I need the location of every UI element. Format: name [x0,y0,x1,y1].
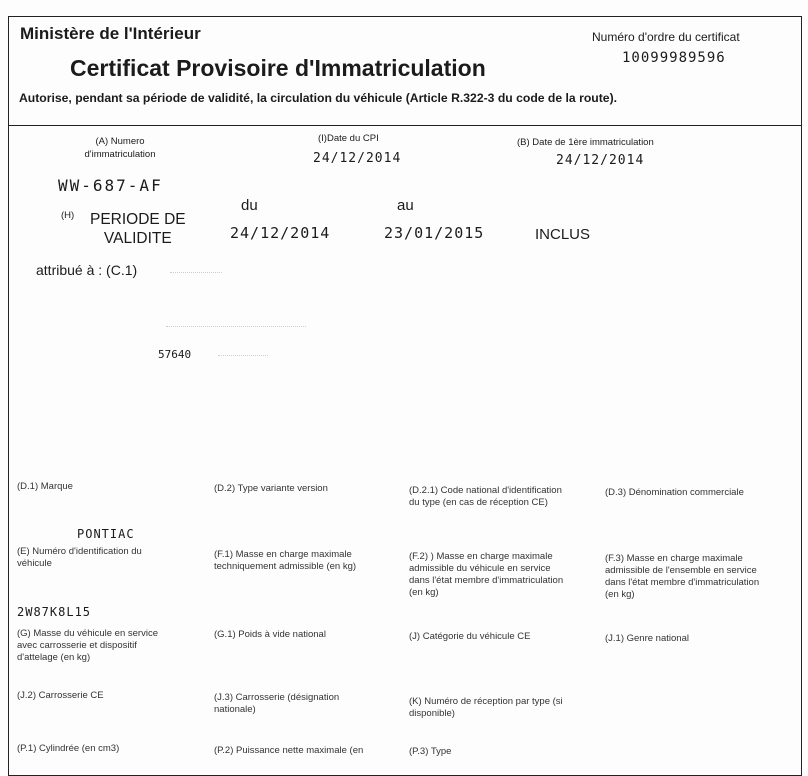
holder-label: attribué à : (C.1) [36,262,138,278]
field-f3-label: (F.3) Masse en charge maximale admissible de l'ensemble en service dans l'état membre d'immatriculation (en kg) [605,553,760,600]
field-d21-label: (D.2.1) Code national d'identification du type (en cas de réception CE) [409,485,562,508]
field-p3-label: (P.3) Type [409,746,452,757]
field-j1-label: (J.1) Genre national [605,633,689,644]
field-f2-label: (F.2) ) Masse en charge maximale admissible du véhicule en service dans l'état membre d'immatriculation (en kg) [409,551,564,598]
field-e-label: (E) Numéro d'identification du véhicule [17,546,142,569]
field-p2-label: (P.2) Puissance nette maximale (en [214,745,364,756]
field-d2-label: (D.2) Type variante version [214,483,328,494]
first-registration-label: (B) Date de 1ère immatriculation [517,137,654,148]
cpi-date: 24/12/2014 [313,151,402,166]
validity-from-date: 24/12/2014 [230,224,331,242]
redacted-name [170,263,222,273]
field-g-label: (G) Masse du véhicule en service avec carrosserie et dispositif d'attelage (en kg) [17,628,158,663]
validity-from-label: du [241,197,258,214]
field-j3-label: (J.3) Carrosserie (désignation nationale) [214,692,340,715]
registration-number: WW-687-AF [58,176,163,195]
field-f1-label: (F.1) Masse en charge maximale techniquement admissible (en kg) [214,549,357,572]
order-number-label: Numéro d'ordre du certificat [592,30,740,44]
header-divider [8,125,802,126]
validity-to-label: au [397,197,414,214]
field-j2-label: (J.2) Carrosserie CE [17,690,104,701]
registration-label: (A) Numero d'immatriculation [84,136,156,160]
validity-label: PERIODE DE VALIDITE [90,211,186,247]
field-d1-value: PONTIAC [77,527,135,541]
redacted-address [166,317,306,327]
field-k-label: (K) Numéro de réception par type (si disponible) [409,696,563,719]
field-j-label: (J) Catégorie du véhicule CE [409,631,531,642]
validity-code: (H) [61,210,75,221]
ministry-name: Ministère de l'Intérieur [20,24,201,43]
field-d1-label: (D.1) Marque [17,481,73,492]
certificate-subtitle: Autorise, pendant sa période de validité, la circulation du véhicule (Article R.322-3 du code de la route). [19,91,618,105]
field-d3-label: (D.3) Dénomination commerciale [605,487,744,498]
field-p1-label: (P.1) Cylindrée (en cm3) [17,743,120,754]
holder-postal-code: 57640 [158,348,192,361]
field-e-value: 2W87K8L15 [17,605,92,619]
cpi-date-label: (I)Date du CPI [318,133,379,144]
redacted-city [218,346,268,356]
validity-to-date: 23/01/2015 [384,224,485,242]
order-number: 10099989596 [622,50,726,66]
field-g1-label: (G.1) Poids à vide national [214,629,326,640]
certificate-title: Certificat Provisoire d'Immatriculation [70,55,486,81]
validity-inclusive: INCLUS [535,226,591,243]
first-registration-date: 24/12/2014 [556,153,645,168]
